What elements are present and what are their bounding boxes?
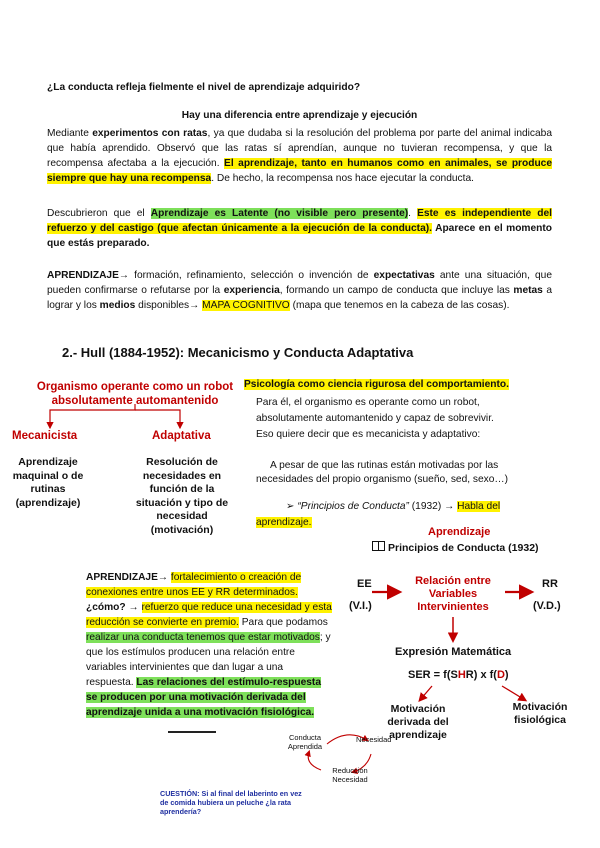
rel-line-2: Variables (428, 588, 478, 600)
aprendizaje-block (86, 570, 332, 720)
ee-text: EE (357, 578, 372, 590)
aprend-b-arrow: → (128, 602, 139, 613)
cycle-d: Reducción (332, 766, 368, 775)
p1-c: , ya que dudaba si la resolución del problema por parte del animal indicaba que había aprendido. Observó que las ratas sí aprendían, aunque no tuvieran recompensa, y que la recompensa afectaba a la ejecución. (47, 128, 553, 169)
hull-desc (256, 395, 576, 443)
subtitle (47, 108, 552, 123)
p1-a: Mediante (47, 128, 93, 139)
hull-title (244, 377, 564, 392)
p3-d: ante una situación, que pueden confirmarse o refutarse por la (47, 270, 552, 296)
hull-book (256, 499, 556, 531)
adaptativa-label (152, 430, 211, 442)
cycle-conducta (279, 734, 331, 751)
cycle-b: Aprendida (287, 741, 323, 751)
mot1-line-2: derivada del (387, 716, 449, 728)
p3-j: disponibles (135, 300, 190, 311)
separator-line (168, 731, 216, 733)
mot1-line-1: Motivación (390, 703, 446, 715)
aprend-a1: APRENDIZAJE (86, 572, 158, 583)
aprend-b1: ¿cómo? (86, 602, 126, 613)
aprend-a-arrow: → (157, 572, 169, 583)
p2-b: . (408, 208, 418, 219)
question-heading (47, 80, 547, 95)
aprend-b-highlight: refuerzo que reduce una necesidad y esta reducción se convierte en premio. (86, 602, 332, 628)
p1-highlight: El aprendizaje, tanto en humanos como en animales, se produce siempre que hay una recompensa (47, 158, 553, 184)
book-arrow: → (444, 501, 455, 512)
hull-routines (256, 459, 576, 487)
arrow-to-mot2 (502, 686, 525, 700)
mot2-line-1: Motivación (512, 701, 568, 713)
question-text: ¿La conducta refleja fielmente el nivel de aprendizaje adquirido? (47, 82, 361, 93)
p1-b: experimentos con ratas (92, 128, 208, 139)
principios-label (372, 541, 539, 554)
p2-a: Descubrieron que el (47, 208, 151, 219)
p3-b: formación, refinamiento, selección o invención de (129, 270, 374, 281)
paragraph-3 (47, 268, 552, 313)
section-heading-text: 2.- Hull (1884-1952): Mecanicismo y Conducta Adaptativa (62, 345, 414, 360)
mecanicista-label (12, 430, 77, 442)
rr-text: RR (542, 578, 558, 590)
vd-text: (V.D.) (533, 600, 561, 612)
formula-c: ) (504, 669, 509, 681)
hull-line-2: absolutamente automantenido y capaz de sobrevivir. (256, 413, 494, 424)
arrow-adaptativa (135, 410, 180, 428)
hull-line-3: Eso quiere decir que es mecanicista y adaptativo: (256, 429, 481, 440)
aprend-d-highlight: Las relaciones del estímulo-respuesta se producen por una motivación derivada del aprendizaje unida a una motivación fisiológica. (86, 677, 321, 718)
bullet-icon: ➢ (286, 501, 295, 512)
aprendizaje-label (428, 526, 490, 538)
cycle-c: Necesidad (356, 735, 392, 744)
cycle-reduccion (320, 767, 380, 784)
p3-e: experiencia (223, 285, 280, 296)
question-box-text: CUESTIÓN: Si al final del laberinto en vez de comida hubiera un peluche ¿la rata aprendería? (160, 789, 302, 816)
p2-highlight-green: Aprendizaje es Latente (no visible pero presente) (150, 208, 409, 219)
p1-d: . De hecho, la recompensa nos hace ejecutar la conducta. (211, 173, 474, 184)
mecanicista-text: Mecanicista (12, 430, 78, 442)
aprend-c2: ; y que los estímulos producen una relación entre variables intervinientes que dan lugar a una respuesta. (86, 632, 331, 688)
mecanicista-desc (0, 456, 96, 510)
ad-line-5: necesidad (156, 510, 208, 522)
aprend-c-highlight: realizar una conducta tenemos que estar motivados (86, 632, 320, 643)
book-year: (1932) (408, 501, 445, 512)
flow-arrows (340, 570, 580, 710)
p2-c: Aparece en el momento que estás preparado. (47, 223, 552, 249)
ad-line-6: (motivación) (150, 523, 214, 536)
mot2-line-2: fisiológica (514, 714, 566, 726)
mec-line-4: (aprendizaje) (15, 496, 81, 509)
ad-line-2: necesidades en (142, 469, 222, 482)
hull-title-text: Psicología como ciencia rigurosa del comportamiento. (244, 379, 509, 390)
formula-d: D (496, 669, 505, 681)
rel-line-3: Intervinientes (417, 601, 489, 613)
p3-l: (mapa que tenemos en la cabeza de las cosas). (289, 300, 510, 311)
rel-line-1: Relación entre (415, 575, 491, 587)
question-box (160, 789, 312, 816)
p3-highlight: MAPA COGNITIVO (202, 300, 290, 311)
p3-i: medios (99, 300, 136, 311)
ad-line-4: situación y tipo de (135, 496, 229, 509)
paragraph-2 (47, 206, 552, 251)
paragraph-1 (47, 126, 552, 186)
adaptativa-desc (118, 456, 246, 537)
subtitle-text: Hay una diferencia entre aprendizaje y ejecución (181, 110, 418, 121)
mec-line-3: rutinas (30, 483, 66, 495)
p2-highlight-yellow: Este es independiente del refuerzo y del castigo (que afectan únicamente a la ejecución de la conducta). (47, 208, 552, 234)
book-icon (372, 541, 385, 551)
p3-h: a lograr y los (47, 285, 553, 311)
mec-line-2: maquinal o de (12, 469, 84, 482)
p3-k: → (189, 300, 203, 311)
arrow-to-mot1 (420, 686, 432, 700)
formula-a: SER = f(S (408, 669, 458, 681)
ad-line-3: función de la (149, 483, 215, 495)
hull-line-5: necesidades del propio organismo (sueño, sed, sexo…) (256, 474, 509, 485)
formula (408, 669, 509, 681)
mec-line-1: Aprendizaje (18, 456, 78, 468)
robot-title-line-1: Organismo operante como un robot (36, 381, 234, 393)
hull-line-1: Para él, el organismo es operante como un robot, (256, 397, 480, 408)
p3-a: APRENDIZAJE (47, 270, 119, 281)
p3-c: expectativas (373, 270, 435, 281)
p3-g: metas (513, 285, 543, 296)
ad-line-1: Resolución de (146, 456, 218, 468)
p3-f: , formando un campo de conducta que incluye las (279, 285, 514, 296)
expresion-label (395, 646, 511, 658)
cycle-a: Conducta (288, 733, 322, 742)
robot-title-line-2: absolutamente automantenido (51, 395, 219, 407)
vi-text: (V.I.) (349, 600, 372, 612)
section-heading (62, 345, 542, 360)
p3-arrow: → (118, 270, 130, 281)
aprendizaje-text: Aprendizaje (428, 526, 491, 538)
aprend-c1: Para que podamos (238, 617, 328, 628)
hull-line-4: A pesar de que las rutinas están motivadas por las (270, 460, 499, 471)
arrow-mecanicista (50, 404, 135, 428)
cycle-e: Necesidad (332, 774, 368, 784)
motivacion-fisiologica (500, 701, 580, 727)
book-quote: “Principios de Conducta” (297, 501, 409, 512)
formula-b: R) x f( (465, 669, 497, 681)
mot1-line-3: aprendizaje (389, 729, 447, 741)
principios-text: Principios de Conducta (1932) (388, 542, 539, 554)
cycle-necesidad (356, 735, 391, 744)
expresion-text: Expresión Matemática (395, 646, 512, 658)
adaptativa-text: Adaptativa (152, 430, 211, 442)
book-highlight: Habla del aprendizaje. (256, 501, 501, 528)
aprend-a-highlight: fortalecimiento o creación de conexiones entre unos EE y RR determinados. (86, 572, 302, 598)
formula-h: H (457, 669, 466, 681)
